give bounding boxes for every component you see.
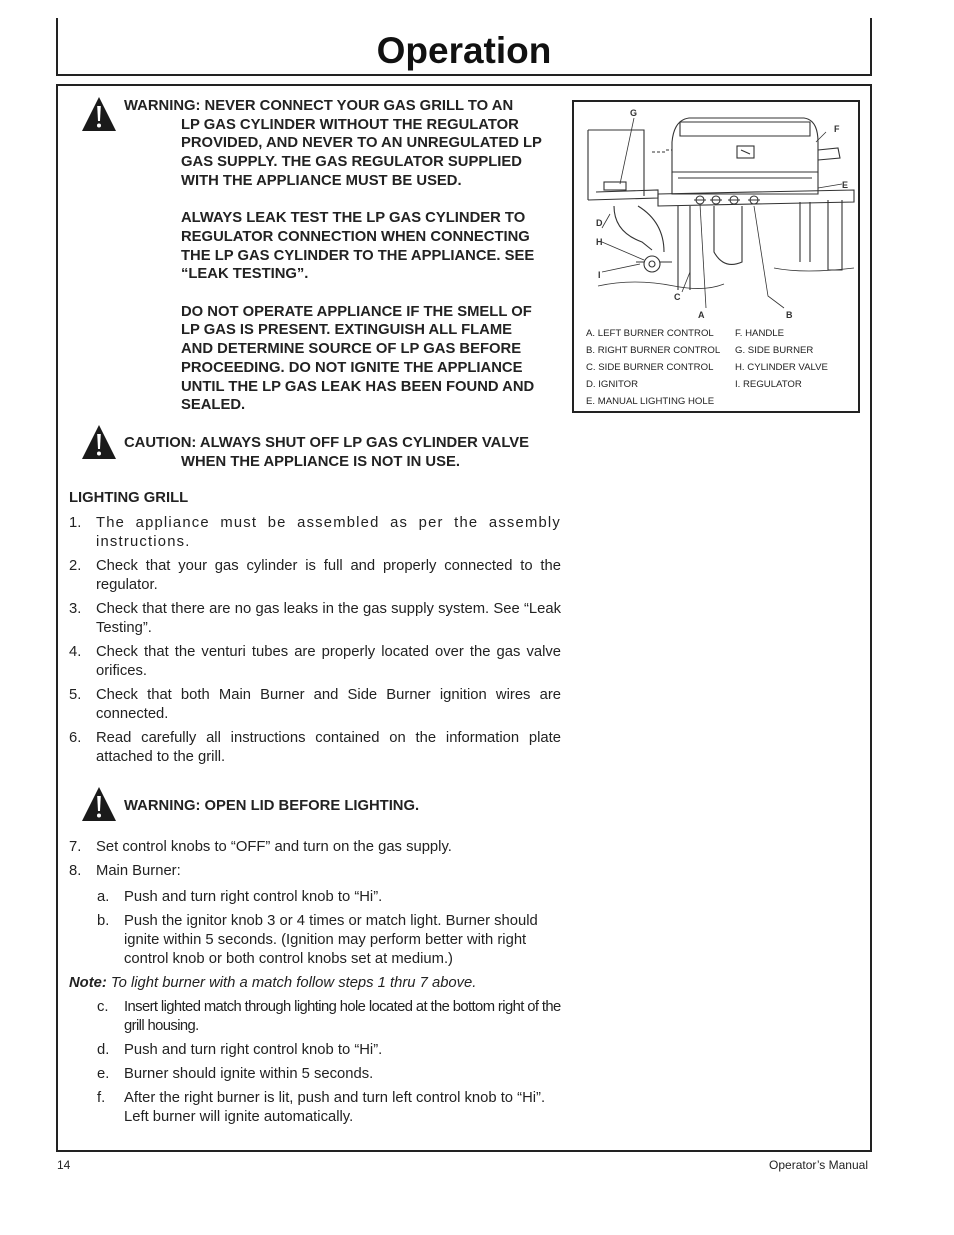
gas-smell-line: DO NOT OPERATE APPLIANCE IF THE SMELL OF bbox=[181, 303, 532, 320]
note-text: To light burner with a match follow steps 1 thru 7 above. bbox=[106, 975, 477, 991]
callout-e: E bbox=[842, 180, 849, 190]
regulator-warning bbox=[124, 97, 564, 415]
callout-d: D bbox=[596, 218, 603, 228]
list-item bbox=[69, 1089, 569, 1127]
callout-g: G bbox=[630, 108, 638, 118]
legend-item: E. MANUAL LIGHTING HOLE bbox=[586, 396, 715, 407]
callout-a: A bbox=[698, 310, 705, 320]
legend-item: A. LEFT BURNER CONTROL bbox=[586, 328, 714, 339]
caution-lead: CAUTION: ALWAYS SHUT OFF LP GAS CYLINDER VALVE bbox=[124, 435, 530, 451]
open-lid-warning: WARNING: OPEN LID BEFORE LIGHTING. bbox=[124, 798, 420, 814]
substep-letter: c. bbox=[97, 999, 109, 1015]
list-item bbox=[69, 888, 569, 907]
substep-letter: f. bbox=[97, 1090, 106, 1106]
step-text: Check that your gas cylinder is full and properly connected to the regulator. bbox=[96, 558, 561, 593]
step-text: Check that the venturi tubes are properly located over the gas valve orifices. bbox=[96, 644, 561, 679]
list-item bbox=[69, 1041, 569, 1060]
lighting-steps-list bbox=[69, 514, 561, 772]
legend-item: I. REGULATOR bbox=[735, 379, 802, 390]
caution-line: WHEN THE APPLIANCE IS NOT IN USE. bbox=[181, 453, 460, 470]
callout-i: I bbox=[598, 270, 601, 280]
substep-text: Burner should ignite within 5 seconds. bbox=[124, 1066, 374, 1082]
page-number: 14 bbox=[57, 1158, 71, 1172]
leak-test-line: “LEAK TESTING”. bbox=[181, 266, 309, 283]
step-number: 4. bbox=[69, 644, 82, 660]
warning-triangle-icon bbox=[81, 786, 117, 822]
substep-text: Insert lighted match through lighting hole located at the bottom right of the grill housing. bbox=[124, 999, 561, 1034]
leak-test-line: ALWAYS LEAK TEST THE LP GAS CYLINDER TO bbox=[181, 210, 526, 227]
caution-triangle-icon bbox=[81, 424, 117, 460]
step-text: Check that both Main Burner and Side Burner ignition wires are connected. bbox=[96, 687, 561, 722]
list-item bbox=[69, 600, 561, 638]
step-text: Set control knobs to “OFF” and turn on the gas supply. bbox=[96, 839, 452, 855]
list-item bbox=[69, 514, 561, 552]
page-title: Operation bbox=[376, 30, 552, 71]
list-item bbox=[69, 862, 569, 881]
legend-item: C. SIDE BURNER CONTROL bbox=[586, 362, 714, 373]
substep-text: After the right burner is lit, push and turn left control knob to “Hi”. Left burner will ignite automatically. bbox=[124, 1090, 546, 1125]
list-item bbox=[69, 998, 569, 1036]
list-item bbox=[69, 686, 561, 724]
legend-item: H. CYLINDER VALVE bbox=[735, 362, 828, 373]
list-item bbox=[69, 912, 569, 969]
burner-steps-list bbox=[69, 838, 569, 1132]
warning-line: PROVIDED, AND NEVER TO AN UNREGULATED LP bbox=[181, 135, 542, 152]
list-item bbox=[69, 1065, 569, 1084]
legend-item: G. SIDE BURNER bbox=[735, 345, 814, 356]
gas-smell-line: AND DETERMINE SOURCE OF LP GAS BEFORE bbox=[181, 341, 522, 358]
gas-smell-line: UNTIL THE LP GAS LEAK HAS BEEN FOUND AND bbox=[181, 378, 535, 395]
step-number: 1. bbox=[69, 515, 82, 531]
gas-smell-line: PROCEEDING. DO NOT IGNITE THE APPLIANCE bbox=[181, 359, 523, 376]
title-frame bbox=[56, 18, 872, 76]
substep-text: Push and turn right control knob to “Hi”. bbox=[124, 889, 383, 905]
step-number: 8. bbox=[69, 863, 82, 879]
step-text: Main Burner: bbox=[96, 863, 181, 879]
callout-h: H bbox=[596, 237, 603, 247]
list-item bbox=[69, 557, 561, 595]
step-text: Check that there are no gas leaks in the gas supply system. See “Leak Testing”. bbox=[96, 601, 561, 636]
shutoff-caution bbox=[124, 434, 564, 471]
gas-smell-line: SEALED. bbox=[181, 397, 246, 414]
list-item bbox=[69, 729, 561, 767]
manual-name: Operator’s Manual bbox=[769, 1158, 868, 1172]
list-item bbox=[69, 643, 561, 681]
callout-c: C bbox=[674, 292, 681, 302]
warning-line: GAS SUPPLY. THE GAS REGULATOR SUPPLIED bbox=[181, 154, 522, 171]
step-number: 5. bbox=[69, 687, 82, 703]
gas-smell-line: LP GAS IS PRESENT. EXTINGUISH ALL FLAME bbox=[181, 322, 513, 339]
legend-item: F. HANDLE bbox=[735, 328, 785, 339]
legend-item: B. RIGHT BURNER CONTROL bbox=[586, 345, 721, 356]
step-text: Read carefully all instructions contained on the information plate attached to the grill. bbox=[96, 730, 561, 765]
legend-item: D. IGNITOR bbox=[586, 379, 639, 390]
step-number: 7. bbox=[69, 839, 82, 855]
section-title: LIGHTING GRILL bbox=[69, 490, 189, 506]
substep-letter: d. bbox=[97, 1042, 110, 1058]
step-number: 3. bbox=[69, 601, 82, 617]
substep-letter: e. bbox=[97, 1066, 110, 1082]
callout-b: B bbox=[786, 310, 793, 320]
warning-lead: WARNING: NEVER CONNECT YOUR GAS GRILL TO AN bbox=[124, 98, 514, 114]
leak-test-line: THE LP GAS CYLINDER TO THE APPLIANCE. SEE bbox=[181, 247, 535, 264]
step-number: 2. bbox=[69, 558, 82, 574]
step-number: 6. bbox=[69, 730, 82, 746]
leak-test-line: REGULATOR CONNECTION WHEN CONNECTING bbox=[181, 228, 530, 245]
substep-text: Push and turn right control knob to “Hi”. bbox=[124, 1042, 383, 1058]
step-text: The appliance must be assembled as per the assembly instructions. bbox=[96, 515, 561, 550]
warning-line: LP GAS CYLINDER WITHOUT THE REGULATOR bbox=[181, 116, 519, 133]
substep-letter: a. bbox=[97, 889, 110, 905]
callout-f: F bbox=[834, 124, 840, 134]
note bbox=[69, 974, 569, 993]
substep-letter: b. bbox=[97, 913, 110, 929]
substep-text: Push the ignitor knob 3 or 4 times or match light. Burner should ignite within 5 seconds. (Ignition may perform better with right control knob or both control knobs set at medium.) bbox=[124, 913, 538, 967]
warning-triangle-icon bbox=[81, 96, 117, 132]
list-item bbox=[69, 838, 569, 857]
warning-line: WITH THE APPLIANCE MUST BE USED. bbox=[181, 172, 462, 189]
note-label: Note: bbox=[69, 975, 107, 991]
